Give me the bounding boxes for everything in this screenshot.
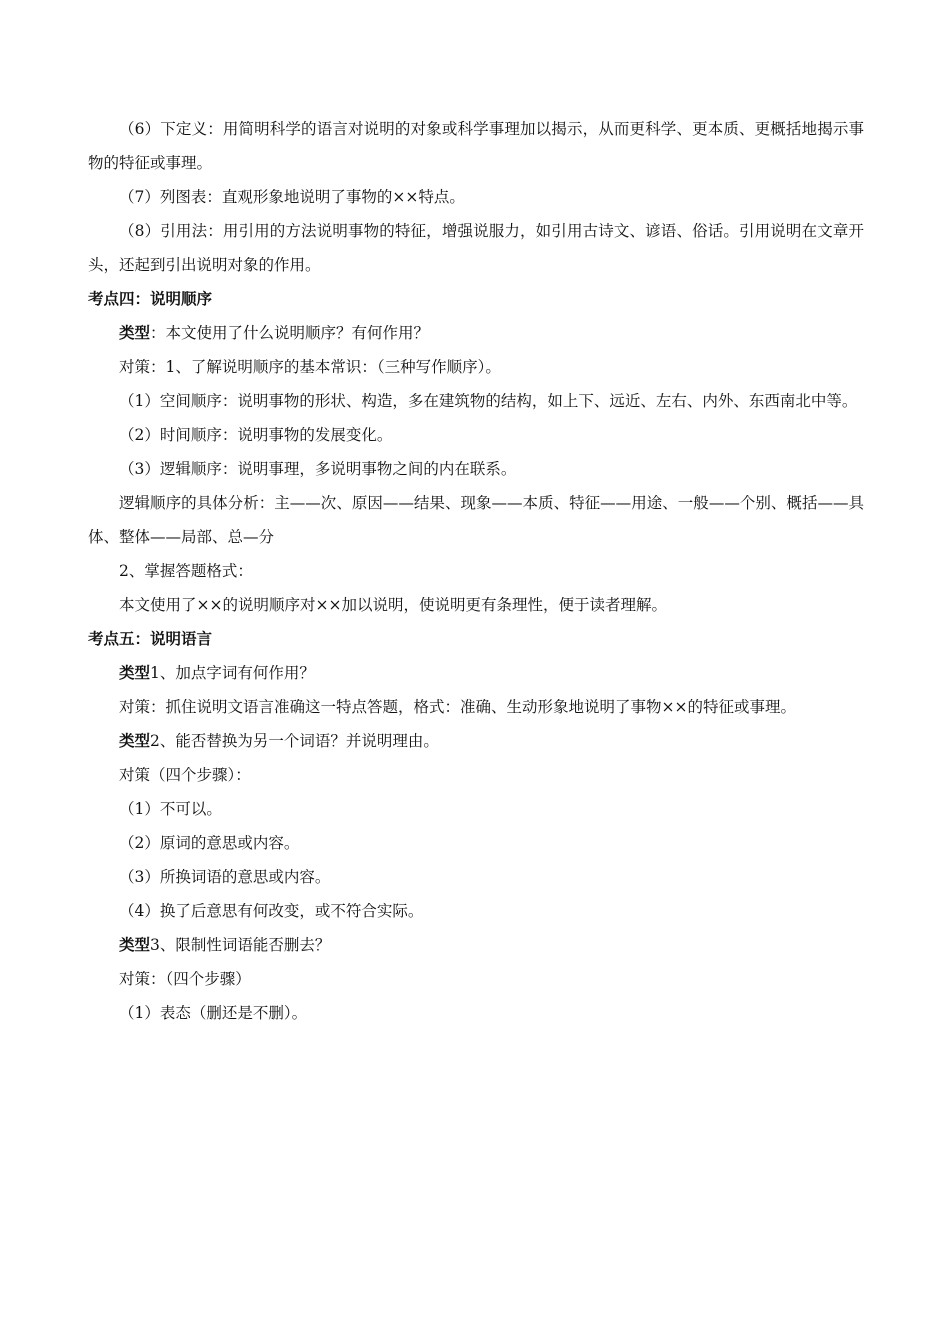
paragraph-strategy-2: 对策（四个步骤）： xyxy=(119,766,251,784)
section-heading-5: 考点五：说明语言 xyxy=(88,629,213,648)
type-text: 2、能否替换为另一个词语？并说明理由。 xyxy=(150,732,439,750)
paragraph-type-2 xyxy=(88,724,864,758)
paragraph-type xyxy=(88,316,864,350)
paragraph-spatial-order: （1）空间顺序：说明事物的形状、构造，多在建筑物的结构，如上下、远近、左右、内外、东西南北中等。 xyxy=(119,392,858,410)
paragraph-strategy: 对策：1、了解说明顺序的基本常识：（三种写作顺序）。 xyxy=(119,358,501,376)
paragraph-logic-analysis: 逻辑顺序的具体分析：主——次、原因——结果、现象——本质、特征——用途、一般——个别、概括——具体、整体——局部、总—分 xyxy=(88,494,864,546)
type-label: 类型 xyxy=(119,731,151,750)
type-label: 类型 xyxy=(119,935,151,954)
type-label: 类型 xyxy=(119,663,151,682)
paragraph-strategy-1: 对策：抓住说明文语言准确这一特点答题，格式：准确、生动形象地说明了事物××的特征或事理。 xyxy=(119,698,796,716)
paragraph-definition: （6）下定义：用简明科学的语言对说明的对象或科学事理加以揭示，从而更科学、更本质、更概括地揭示事物的特征或事理。 xyxy=(88,120,864,172)
paragraph-strategy-3: 对策：（四个步骤） xyxy=(119,970,251,988)
type-text: ：本文使用了什么说明顺序？有何作用？ xyxy=(150,324,430,342)
paragraph-type-1 xyxy=(88,656,864,690)
type-text: 3、限制性词语能否删去？ xyxy=(150,936,331,954)
type-label: 类型 xyxy=(119,323,151,342)
document-body xyxy=(88,112,864,1030)
paragraph-step-4: （4）换了后意思有何改变，或不符合实际。 xyxy=(119,902,424,920)
paragraph-answer-format: 2、掌握答题格式： xyxy=(119,562,253,580)
paragraph-logic-order: （3）逻辑顺序：说明事理，多说明事物之间的内在联系。 xyxy=(119,460,517,478)
type-text: 1、加点字词有何作用？ xyxy=(150,664,315,682)
paragraph-step-3-1: （1）表态（删还是不删）。 xyxy=(119,1004,308,1022)
paragraph-answer-template: 本文使用了××的说明顺序对××加以说明，使说明更有条理性，便于读者理解。 xyxy=(119,596,667,614)
paragraph-step-2: （2）原词的意思或内容。 xyxy=(119,834,300,852)
paragraph-step-3: （3）所换词语的意思或内容。 xyxy=(119,868,331,886)
paragraph-step-1: （1）不可以。 xyxy=(119,800,222,818)
paragraph-citation: （8）引用法：用引用的方法说明事物的特征，增强说服力，如引用古诗文、谚语、俗话。引用说明在文章开头，还起到引出说明对象的作用。 xyxy=(88,222,864,274)
paragraph-time-order: （2）时间顺序：说明事物的发展变化。 xyxy=(119,426,393,444)
paragraph-chart: （7）列图表：直观形象地说明了事物的××特点。 xyxy=(119,188,465,206)
section-heading-4: 考点四：说明顺序 xyxy=(88,289,213,308)
paragraph-type-3 xyxy=(88,928,864,962)
